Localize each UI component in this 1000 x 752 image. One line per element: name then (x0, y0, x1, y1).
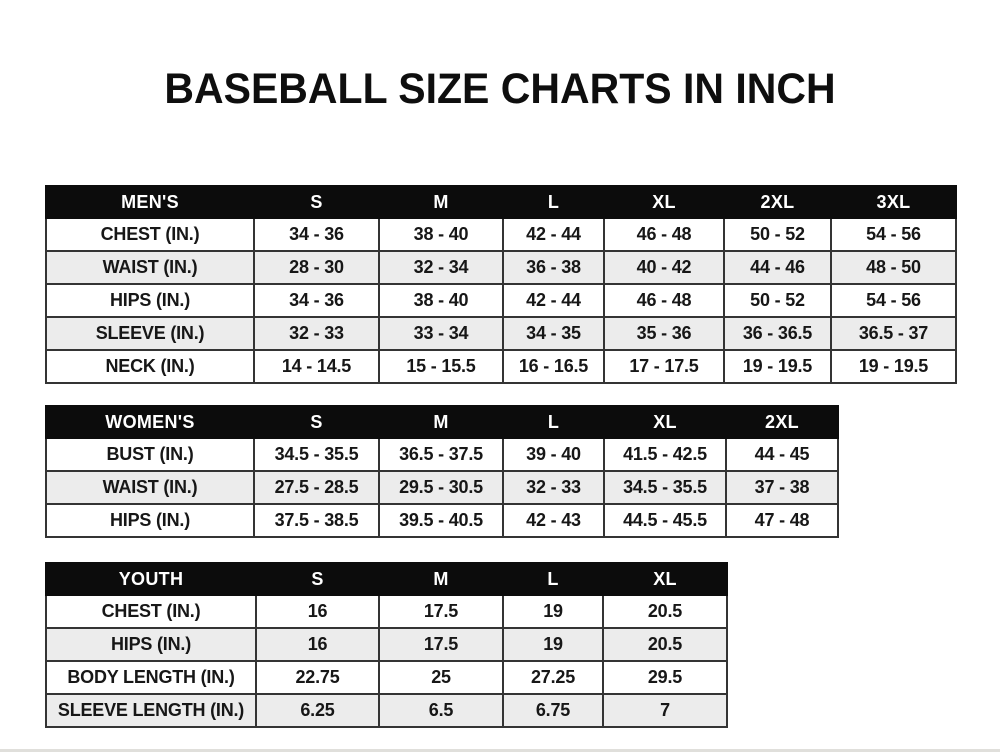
mens-size-header: 2XL (724, 186, 831, 218)
youth-size-header: L (503, 563, 603, 595)
size-value: 19 - 19.5 (831, 350, 956, 383)
youth-group-label: YOUTH (46, 563, 256, 595)
measurement-label: HIPS (IN.) (46, 284, 254, 317)
womens-measurement-row (46, 438, 838, 471)
size-value: 19 (503, 628, 603, 661)
mens-measurement-row (46, 350, 956, 383)
mens-size-header: 3XL (831, 186, 956, 218)
womens-size-header: 2XL (726, 406, 838, 438)
size-value: 42 - 43 (503, 504, 604, 537)
measurement-label: CHEST (IN.) (46, 218, 254, 251)
size-value: 35 - 36 (604, 317, 724, 350)
size-value: 44 - 46 (724, 251, 831, 284)
size-value: 37 - 38 (726, 471, 838, 504)
size-value: 16 (256, 628, 379, 661)
size-value: 39.5 - 40.5 (379, 504, 503, 537)
womens-measurement-row (46, 504, 838, 537)
womens-size-header: M (379, 406, 503, 438)
womens-size-chart (45, 405, 1000, 538)
size-value: 19 - 19.5 (724, 350, 831, 383)
page-title: BASEBALL SIZE CHARTS IN INCH (164, 64, 836, 113)
measurement-label: BODY LENGTH (IN.) (46, 661, 256, 694)
size-value: 33 - 34 (379, 317, 503, 350)
measurement-label: NECK (IN.) (46, 350, 254, 383)
size-value: 41.5 - 42.5 (604, 438, 726, 471)
size-value: 17.5 (379, 595, 503, 628)
size-value: 29.5 (603, 661, 727, 694)
size-value: 50 - 52 (724, 218, 831, 251)
youth-table (45, 562, 728, 728)
size-value: 15 - 15.5 (379, 350, 503, 383)
youth-measurement-row (46, 661, 727, 694)
size-value: 6.75 (503, 694, 603, 727)
size-value: 32 - 34 (379, 251, 503, 284)
size-value: 27.5 - 28.5 (254, 471, 379, 504)
size-value: 38 - 40 (379, 284, 503, 317)
youth-measurement-row (46, 595, 727, 628)
youth-size-chart (45, 562, 1000, 728)
womens-header-row (46, 406, 838, 438)
mens-measurement-row (46, 218, 956, 251)
size-value: 44 - 45 (726, 438, 838, 471)
youth-header-row (46, 563, 727, 595)
size-value: 42 - 44 (503, 284, 604, 317)
size-value: 54 - 56 (831, 284, 956, 317)
size-value: 20.5 (603, 595, 727, 628)
womens-size-header: L (503, 406, 604, 438)
size-value: 39 - 40 (503, 438, 604, 471)
size-value: 16 (256, 595, 379, 628)
size-value: 48 - 50 (831, 251, 956, 284)
youth-measurement-row (46, 628, 727, 661)
size-value: 34 - 36 (254, 218, 379, 251)
size-value: 19 (503, 595, 603, 628)
size-value: 46 - 48 (604, 218, 724, 251)
size-value: 27.25 (503, 661, 603, 694)
mens-group-label: MEN'S (46, 186, 254, 218)
womens-group-label: WOMEN'S (46, 406, 254, 438)
measurement-label: CHEST (IN.) (46, 595, 256, 628)
size-value: 29.5 - 30.5 (379, 471, 503, 504)
youth-size-header: XL (603, 563, 727, 595)
size-value: 42 - 44 (503, 218, 604, 251)
size-value: 38 - 40 (379, 218, 503, 251)
measurement-label: HIPS (IN.) (46, 628, 256, 661)
size-value: 36.5 - 37.5 (379, 438, 503, 471)
measurement-label: WAIST (IN.) (46, 471, 254, 504)
size-value: 34.5 - 35.5 (604, 471, 726, 504)
size-value: 44.5 - 45.5 (604, 504, 726, 537)
size-value: 28 - 30 (254, 251, 379, 284)
measurement-label: HIPS (IN.) (46, 504, 254, 537)
mens-size-chart (45, 185, 1000, 384)
size-value: 54 - 56 (831, 218, 956, 251)
mens-measurement-row (46, 317, 956, 350)
measurement-label: SLEEVE (IN.) (46, 317, 254, 350)
womens-size-header: S (254, 406, 379, 438)
size-value: 6.25 (256, 694, 379, 727)
womens-measurement-row (46, 471, 838, 504)
size-value: 36 - 38 (503, 251, 604, 284)
youth-size-header: M (379, 563, 503, 595)
mens-size-header: XL (604, 186, 724, 218)
size-value: 32 - 33 (254, 317, 379, 350)
mens-size-header: M (379, 186, 503, 218)
youth-size-header: S (256, 563, 379, 595)
size-value: 6.5 (379, 694, 503, 727)
measurement-label: BUST (IN.) (46, 438, 254, 471)
size-value: 34 - 35 (503, 317, 604, 350)
size-value: 17.5 (379, 628, 503, 661)
womens-size-header: XL (604, 406, 726, 438)
size-value: 22.75 (256, 661, 379, 694)
mens-size-header: S (254, 186, 379, 218)
size-value: 25 (379, 661, 503, 694)
size-value: 34.5 - 35.5 (254, 438, 379, 471)
measurement-label: SLEEVE LENGTH (IN.) (46, 694, 256, 727)
size-value: 50 - 52 (724, 284, 831, 317)
mens-header-row (46, 186, 956, 218)
size-value: 37.5 - 38.5 (254, 504, 379, 537)
size-value: 40 - 42 (604, 251, 724, 284)
size-value: 36 - 36.5 (724, 317, 831, 350)
mens-measurement-row (46, 284, 956, 317)
size-value: 7 (603, 694, 727, 727)
size-value: 47 - 48 (726, 504, 838, 537)
size-value: 17 - 17.5 (604, 350, 724, 383)
youth-measurement-row (46, 694, 727, 727)
mens-measurement-row (46, 251, 956, 284)
size-value: 36.5 - 37 (831, 317, 956, 350)
mens-table (45, 185, 957, 384)
size-value: 34 - 36 (254, 284, 379, 317)
measurement-label: WAIST (IN.) (46, 251, 254, 284)
size-value: 46 - 48 (604, 284, 724, 317)
size-value: 14 - 14.5 (254, 350, 379, 383)
mens-size-header: L (503, 186, 604, 218)
size-value: 16 - 16.5 (503, 350, 604, 383)
size-value: 20.5 (603, 628, 727, 661)
size-value: 32 - 33 (503, 471, 604, 504)
womens-table (45, 405, 839, 538)
